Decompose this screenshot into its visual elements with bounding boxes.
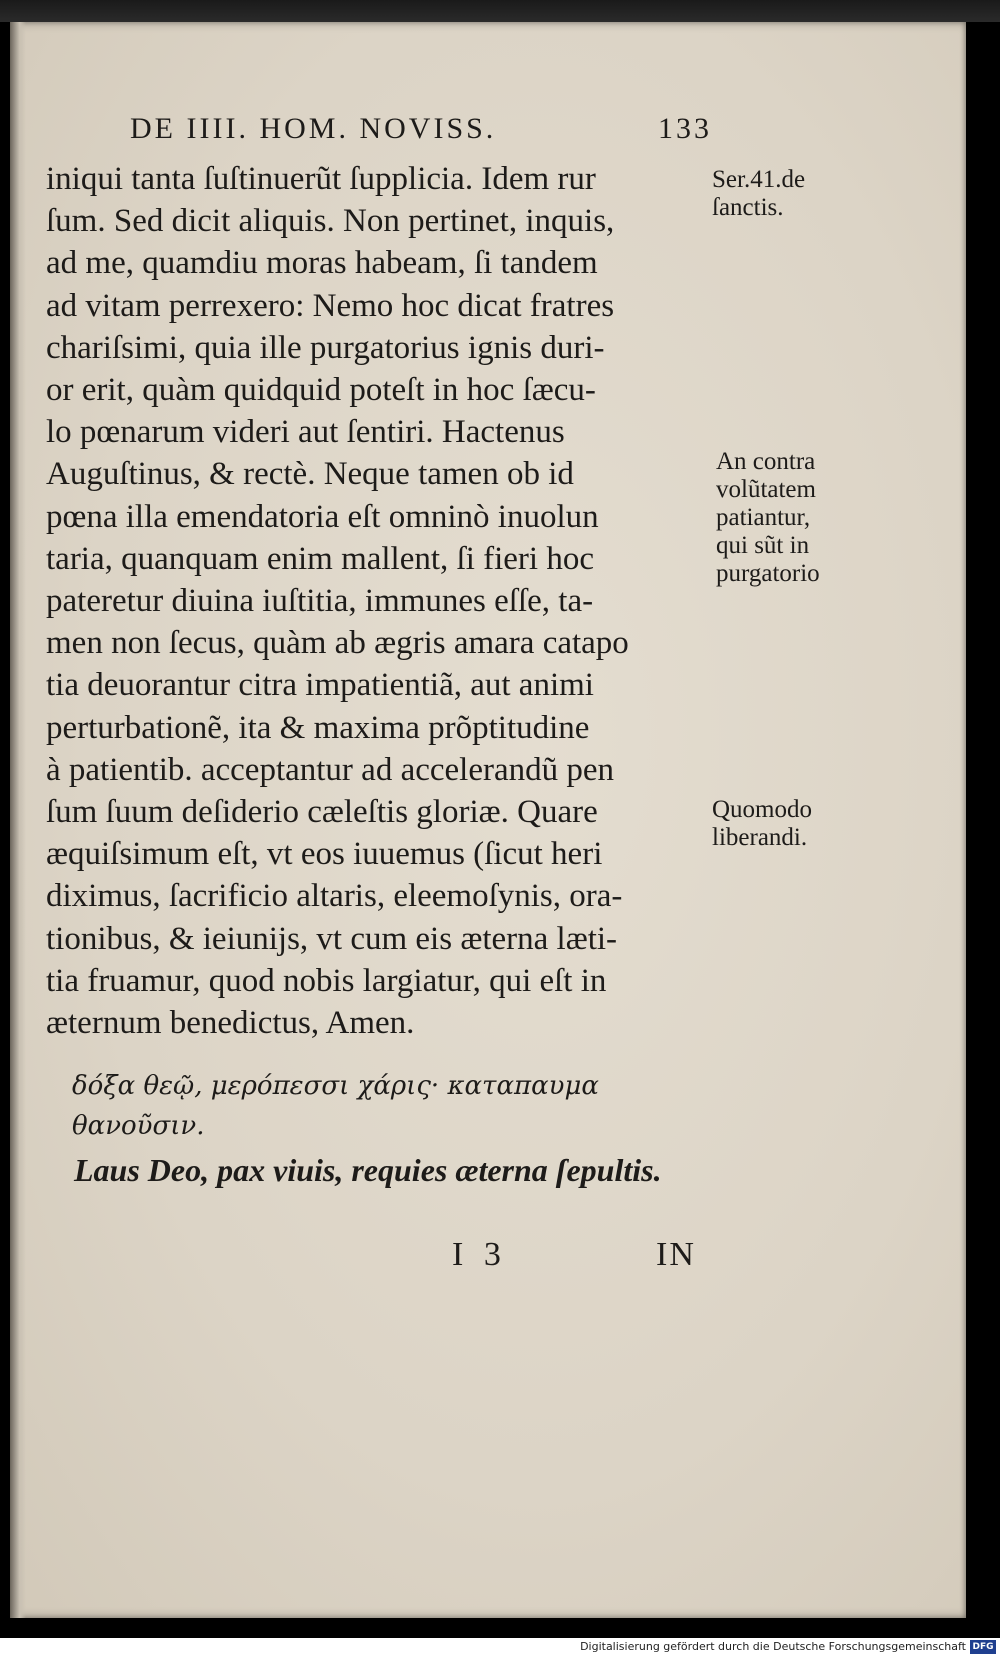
margin-note-line: patiantur, bbox=[716, 504, 811, 531]
text-line: perturbationẽ, ita & maxima prõptitudine bbox=[46, 709, 590, 746]
signature-mark: I 3 bbox=[452, 1236, 507, 1273]
scan-top-edge bbox=[0, 0, 1000, 22]
main-text-block bbox=[46, 158, 716, 1044]
text-line: diximus, ſacrificio altaris, eleemoſynis, ora- bbox=[46, 878, 623, 915]
margin-note-line: liberandi. bbox=[712, 824, 808, 851]
footer-credit: Digitalisierung gefördert durch die Deutsche Forschungsgemeinschaft bbox=[580, 1640, 966, 1653]
text-line: pateretur diuina iuſtitia, immunes eſſe, ta- bbox=[46, 583, 594, 620]
text-line: ad vitam perrexero: Nemo hoc dicat fratres bbox=[46, 287, 615, 324]
digitization-footer bbox=[0, 1638, 1000, 1656]
text-line: ſum. Sed dicit aliquis. Non pertinet, inquis, bbox=[46, 203, 615, 240]
text-line: tia deuorantur citra impatientiã, aut animi bbox=[46, 667, 594, 704]
text-line: æternum benedictus, Amen. bbox=[46, 1005, 415, 1042]
margin-note-deliverance bbox=[712, 796, 872, 852]
text-line: ſum ſuum deſiderio cæleſtis gloriæ. Quare bbox=[46, 794, 598, 831]
text-line: à patientib. acceptantur ad accelerandũ pen bbox=[46, 751, 615, 788]
text-line: taria, quanquam enim mallent, ſi fieri hoc bbox=[46, 540, 594, 577]
greek-line: δόξα θεῷ, μερόπεσσι χάρις· καταπαυμα bbox=[72, 1071, 599, 1101]
page-number: 133 bbox=[658, 112, 712, 145]
margin-note-line: Ser.41.de bbox=[712, 166, 806, 193]
margin-note-line: An contra bbox=[716, 448, 816, 475]
text-line: tionibus, & ieiunijs, vt cum eis æterna læti- bbox=[46, 920, 618, 957]
margin-note-line: Quomodo bbox=[712, 796, 812, 823]
page-gutter-shadow bbox=[10, 22, 26, 1618]
margin-note-line: volũtatem bbox=[716, 476, 816, 503]
text-line: tia fruamur, quod nobis largiatur, qui eſt in bbox=[46, 962, 607, 999]
catchword: IN bbox=[656, 1236, 696, 1273]
greek-verse bbox=[72, 1066, 712, 1146]
running-head-title: DE IIII. HOM. NOVISS. bbox=[130, 112, 497, 145]
text-line: or erit, quàm quidquid poteſt in hoc ſæcu- bbox=[46, 372, 596, 409]
text-line: pœna illa emendatoria eſt omninò inuolun bbox=[46, 498, 599, 535]
margin-note-line: qui sũt in bbox=[716, 532, 810, 559]
margin-note-line: purgatorio bbox=[716, 560, 820, 587]
text-line: Auguſtinus, & rectè. Neque tamen ob id bbox=[46, 456, 574, 493]
text-line: æquiſsimum eſt, vt eos iuuemus (ſicut heri bbox=[46, 836, 603, 873]
text-line: lo pœnarum videri aut ſentiri. Hactenus bbox=[46, 414, 565, 451]
text-line: ad me, quamdiu moras habeam, ſi tandem bbox=[46, 245, 598, 282]
closing-doxology: Laus Deo, pax viuis, requies æterna ſepultis. bbox=[74, 1152, 662, 1188]
margin-note-question bbox=[716, 448, 876, 588]
margin-note-source bbox=[712, 166, 872, 222]
greek-line: θανοῦσιν. bbox=[72, 1111, 205, 1141]
text-line: iniqui tanta ſuſtinuerũt ſupplicia. Idem rur bbox=[46, 161, 596, 197]
text-line: chariſsimi, quia ille purgatorius ignis duri- bbox=[46, 329, 605, 366]
dfg-logo: DFG bbox=[970, 1640, 996, 1654]
running-head bbox=[130, 112, 712, 146]
text-line: men non ſecus, quàm ab ægris amara catapo bbox=[46, 625, 629, 662]
margin-note-line: ſanctis. bbox=[712, 194, 784, 221]
